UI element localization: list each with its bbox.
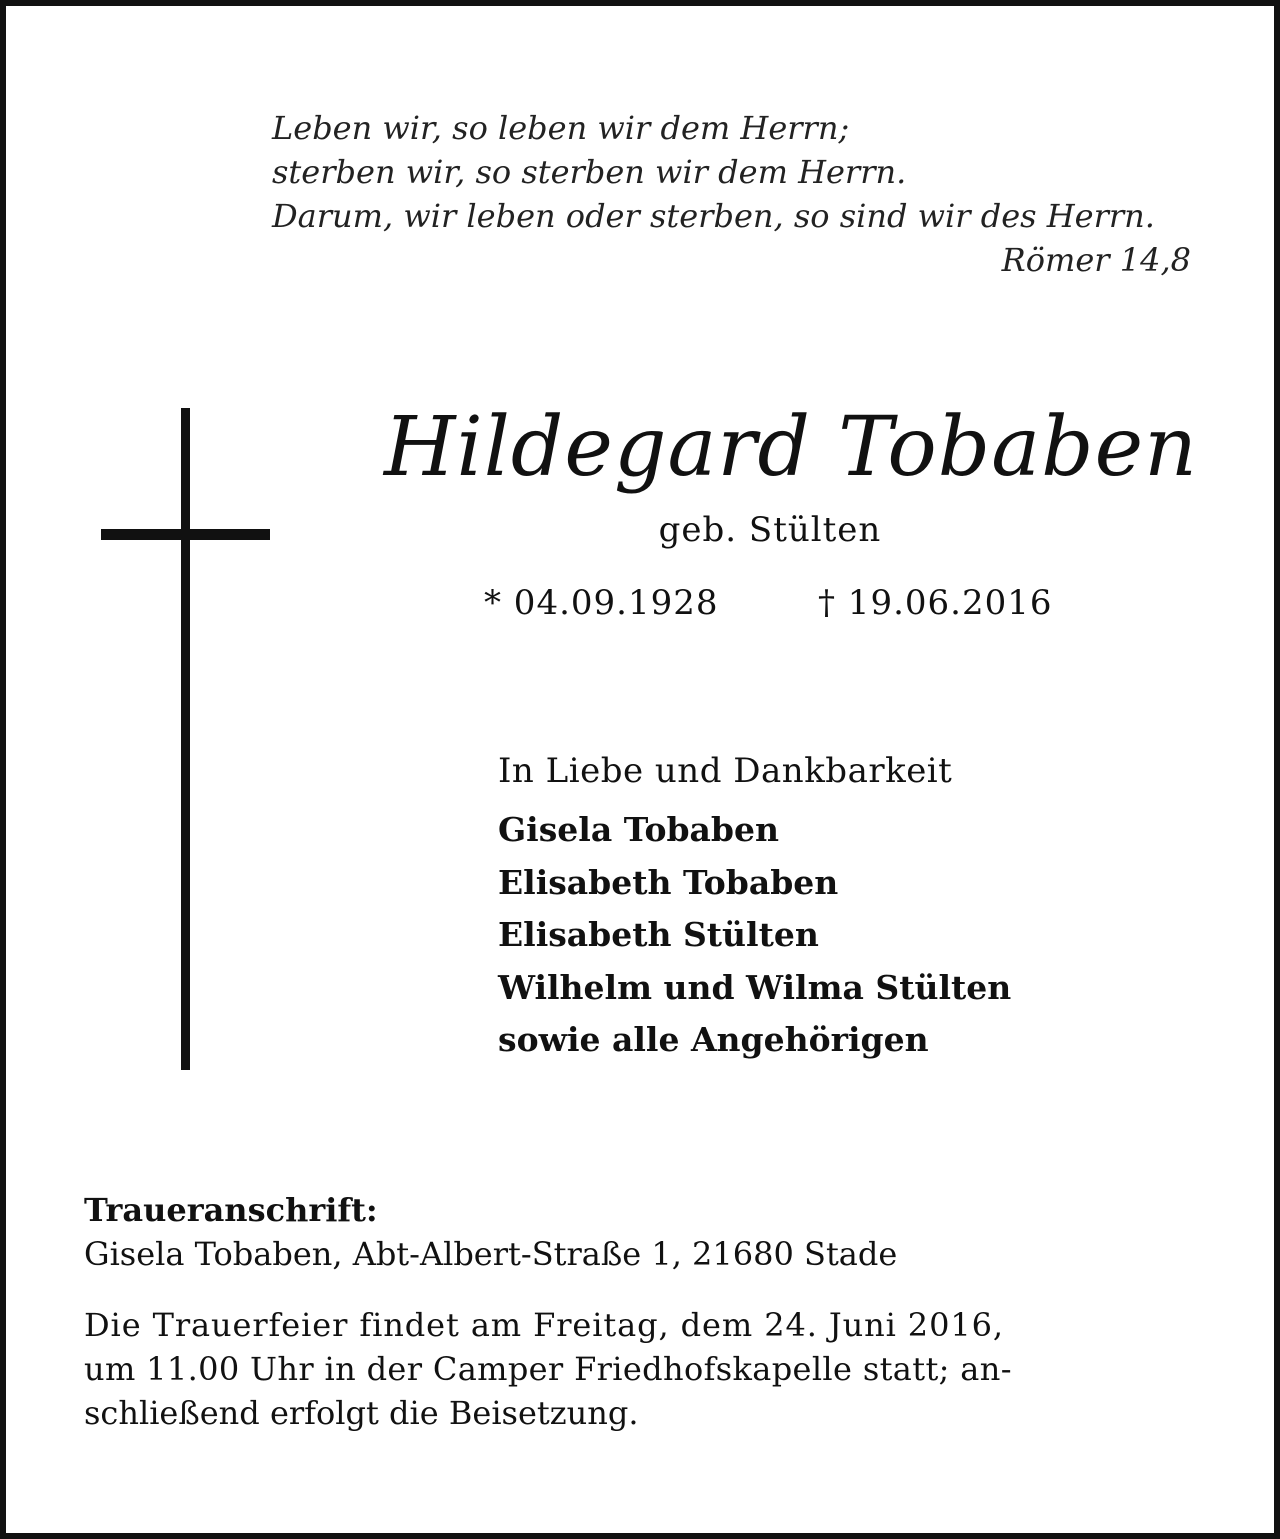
mourner-name: Wilhelm und Wilma Stülten [498, 967, 1012, 1007]
verse-reference: Römer 14,8 [1001, 241, 1191, 279]
maiden-name: geb. Stülten [658, 510, 882, 550]
ceremony-info [84, 1303, 1196, 1435]
deceased-name: Hildegard Tobaben [383, 400, 1198, 495]
birth-date: * 04.09.1928 [484, 583, 719, 623]
mourners-block [498, 746, 1198, 1067]
ceremony-line: um 11.00 Uhr in der Camper Friedhofskapelle statt; an- [84, 1350, 1012, 1388]
death-date: † 19.06.2016 [818, 583, 1053, 623]
bible-verse [272, 106, 1197, 282]
ceremony-line: schließend erfolgt die Beisetzung. [84, 1394, 639, 1432]
mourners-intro: In Liebe und Dankbarkeit [498, 751, 953, 791]
mourner-name: Gisela Tobaben [498, 810, 779, 849]
ceremony-line: Die Trauerfeier findet am Freitag, dem 24. Juni 2016, [84, 1306, 1004, 1344]
cross-icon [181, 408, 190, 1070]
verse-line: sterben wir, so sterben wir dem Herrn. [272, 153, 907, 191]
verse-line: Leben wir, so leben wir dem Herrn; [272, 109, 850, 147]
verse-line: Darum, wir leben oder sterben, so sind wir des Herrn. [272, 197, 1155, 235]
mourner-name: sowie alle Angehörigen [498, 1020, 929, 1059]
mourner-name: Elisabeth Tobaben [498, 862, 839, 902]
address-label: Traueranschrift: [84, 1191, 378, 1229]
address-text: Gisela Tobaben, Abt-Albert-Straße 1, 21680 Stade [84, 1235, 898, 1273]
mourning-address [84, 1188, 1194, 1276]
cross-icon-bar [101, 529, 270, 540]
mourner-name: Elisabeth Stülten [498, 915, 819, 954]
